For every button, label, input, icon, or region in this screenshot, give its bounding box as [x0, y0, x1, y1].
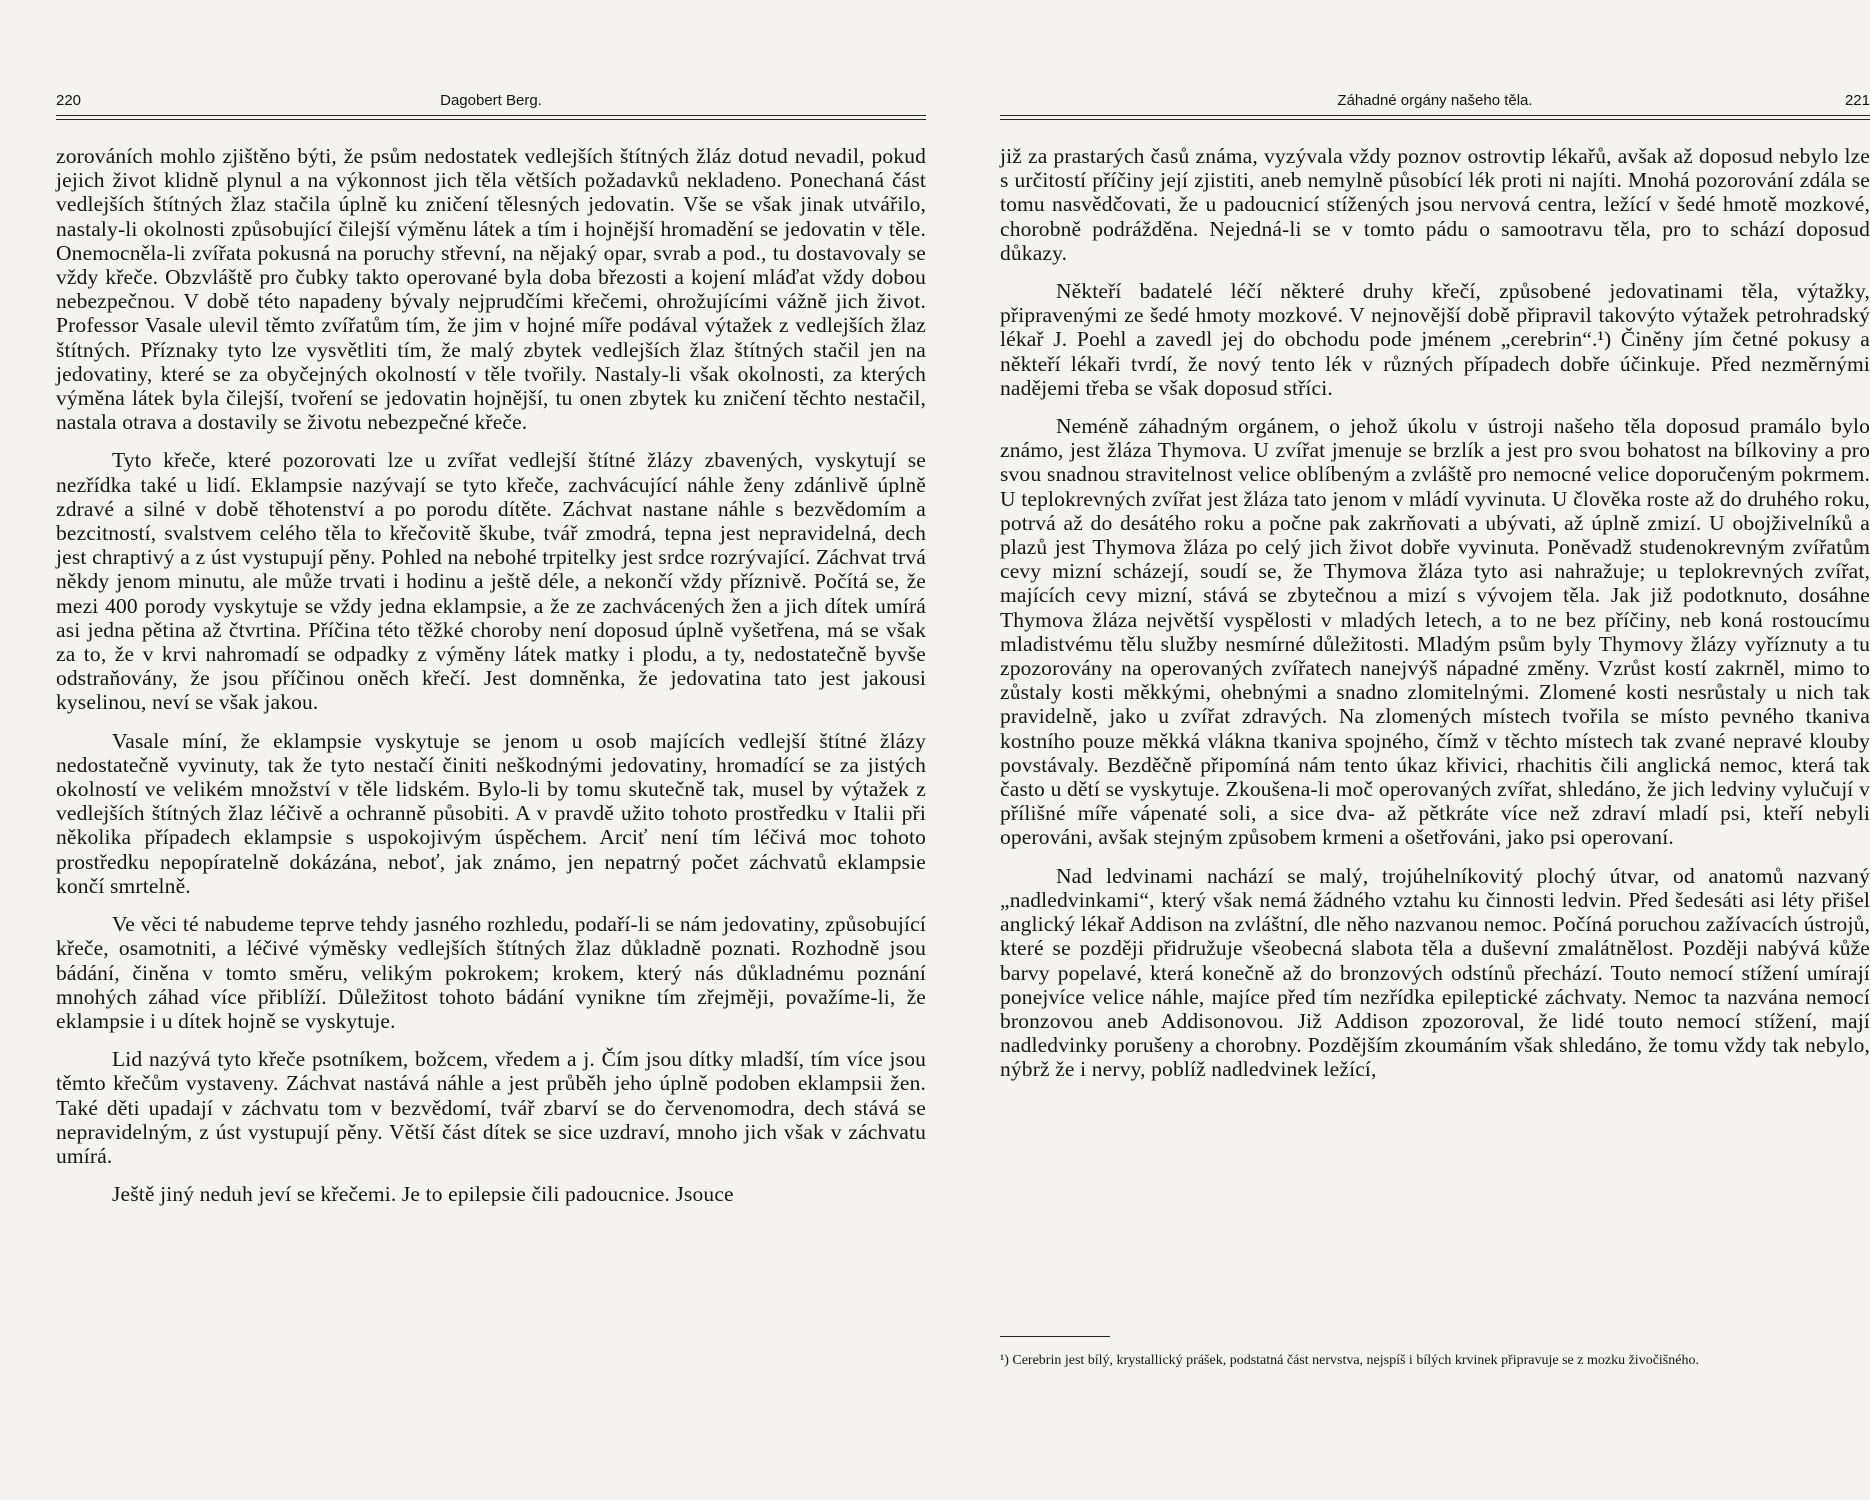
- page-number: 220: [56, 92, 82, 109]
- running-head: Dagobert Berg.: [440, 92, 542, 109]
- paragraph: Neméně záhadným orgánem, o jehož úkolu v ústroji našeho těla doposud pramálo bylo známo, jest žláza Thymova. U zvířat jmenuje se brzlík a jest pro svou bohatost na bílkoviny a pro svou snadnou stravitelnost velice oblíbeným a zvláště pro nemocné velice doporučeným pokrmem. U teplokrevných zvířat jest žláza tato jenom v mládí vyvinuta. U člověka roste až do druhého roku, potrvá až do desátého roku a počne pak zakrňovati a ubývati, až úplně zmizí. U obojživelníků a plazů jest Thymova žláza po celý jich život dobře vyvinuta. Poněvadž studenokrevným zvířatům cevy mizní scházejí, soudí se, že Thymova žláza tyto asi nahražuje; u teplokrevných zvířat, majících cevy mizní, stává se zbytečnou a mizí s vývojem těla. Jak již podotknuto, dosáhne Thymova žláza největší vyspělosti v mladých letech, a to ne bez příčiny, neb koná rostoucímu mladistvému tělu služby nesmírné důležitosti. Mladým psům byly Thymovy žlázy vyříznuty a tu zpozorovány na operovaných zvířatech nanejvýš nápadné změny. Vzrůst kostí zakrněl, mimo to zůstaly kosti měkkými, ohebnými a snadno zlomitelnými. Zlomené kosti nesrůstaly u nich tak pravidelně, jako u zvířat zdravých. Na zlomených místech tvořila se místo pevného tkaniva kostního pouze měkká vlákna tkaniva spojného, čímž v těchto místech tak zvané nepravé klouby povstávaly. Bezděčně připomíná nám tento úkaz křivici, rhachitis čili anglická nemoc, která tak často u dětí se vyskytuje. Zkoušena-li moč operovaných zvířat, shledáno, že jich ledviny vylučují v přílišné míře vápenaté soli, a sice dva- až pětkráte více než zdraví mladí psi, kteří nebyli operováni, avšak stejným způsobem krmeni a ošetřováni, jako psi operovaní.: [1000, 414, 1870, 850]
- header-rule: [1000, 115, 1870, 116]
- paragraph: Vasale míní, že eklampsie vyskytuje se jenom u osob majících vedlejší štítné žlázy nedostatečně vyvinuty, tak že tyto nestačí činiti neškodnými jedovatiny, hromadící se za jistých okolností ve velikém množství v těle lidském. Bylo-li by tomu skutečně tak, musel by výtažek z vedlejších štítných žlaz léčivě a ochranně působiti. A v pravdě užito tohoto prostředku v Italii při několika případech eklampsie s uspokojivým úspěchem. Arciť není tím léčivá moc tohoto prostředku nepopíratelně dokázána, neboť, jak známo, jen nepatrný počet záchvatů eklampsie končí smrtelně.: [56, 728, 926, 898]
- paragraph: již za prastarých časů známa, vyzývala vždy poznov ostrovtip lékařů, avšak až doposud nebylo lze s určitostí příčiny její zjistiti, aneb nemylně působící lék proti ni najíti. Mnohá pozorování zdála se tomu nasvědčovati, že u padoucnicí stížených jsou nervová centra, ležící v šedé hmotě mozkové, chorobně podrážděna. Nejedná-li se v tomto pádu o samootravu těla, pro to schází doposud důkazy.: [1000, 144, 1870, 265]
- left-page: [56, 0, 926, 1500]
- paragraph: Lid nazývá tyto křeče psotníkem, božcem, vředem a j. Čím jsou dítky mladší, tím více jsou těmto křečům vystaveny. Záchvat nastává náhle a jest průběh jeho úplně podoben eklampsii žen. Také děti upadají v záchvatu tom v bezvědomí, tvář zbarví se do červenomodra, dech stává se nepravidelným, z úst vystupují pěny. Větší část dítek se sice uzdraví, mnoho jich však v záchvatu umírá.: [56, 1047, 926, 1168]
- paragraph: Ještě jiný neduh jeví se křečemi. Je to epilepsie čili padoucnice. Jsouce: [112, 1182, 734, 1207]
- page-number: 221: [1844, 92, 1870, 109]
- paragraph: Někteří badatelé léčí některé druhy křečí, způsobené jedovatinami těla, výtažky, připravenými ze šedé hmoty mozkové. V nejnovější době připravil takovýto výtažek petrohradský lékař J. Poehl a zavedl jej do obchodu pode jménem „cerebrin“.¹) Činěny jím četné pokusy a někteří lékaři tvrdí, že nový tento lék v různých případech dobře účinkuje. Před nezměrnými nadějemi třeba se však doposud stříci.: [1000, 279, 1870, 400]
- paragraph: Tyto křeče, které pozorovati lze u zvířat vedlejší štítné žlázy zbavených, vyskytují se nezřídka také u lidí. Eklampsie nazývají se tyto křeče, zachvácující náhle ženy zdánlivě úplně zdravé a silné v době těhotenství a po porodu dítěte. Záchvat nastane náhle s bezvědomím a bezcitností, svalstvem celého těla to křečovitě škube, tvář zmodrá, tepna jest nepravidelná, dech jest chraptivý a z úst vystupují pěny. Pohled na nebohé trpitelky jest srdce rozrývající. Záchvat trvá někdy jenom minutu, ale může trvati i hodinu a ještě déle, a nekončí vždy příznivě. Počítá se, že mezi 400 porody vyskytuje se vždy jedna eklampsie, a že ze zachvácených žen a jich dítek umírá asi jedna pětina až čtvrtina. Příčina této těžké choroby není doposud úplně vyšetřena, má se však za to, že v krvi nahromadí se odpadky z výměny látek matky i plodu, a ty, nedostatečně byvše odstraňovány, že jsou příčinou oněch křečí. Jest domněnka, že jedovatina tato jest jakousi kyselinou, neví se však jakou.: [56, 448, 926, 715]
- right-page-text: [1000, 144, 1870, 1096]
- paragraph: Ve věci té nabudeme teprve tehdy jasného rozhledu, podaří-li se nám jedovatiny, způsobující křeče, osamotniti, a léčivé výměsky vedlejších štítných žlaz důkladně poznati. Rozhodně jsou bádání, činěna v tomto směru, velikým pokrokem; krokem, který nás důkladnému poznání mnohých záhad více přiblíží. Důležitost tohoto bádání vynikne tím zřejměji, považíme-li, že eklampsie i u dítek hojně se vyskytuje.: [56, 912, 926, 1033]
- left-page-header: [56, 92, 926, 114]
- paragraph: Nad ledvinami nachází se malý, trojúhelníkovitý plochý útvar, od anatomů nazvaný „nadledvinkami“, který však nemá žádného vztahu ku činnosti ledvin. Před šedesáti asi léty přišel anglický lékař Addison na zvláštní, dle něho nazvanou nemoc. Počíná poruchou zažívacích ústrojů, které se později přidružuje všeobecná slabota těla a duševní zmalátnělost. Později nabývá kůže barvy popelavé, která konečně až do bronzových odstínů přechází. Touto nemocí stížení umírají ponejvíce velice náhle, majíce před tím nezřídka epileptické záchvaty. Nemoc ta nazvána nemocí bronzovou aneb Addisonovou. Již Addison zpozoroval, že lidé touto nemocí stížení, mají nadledvinky porušeny a chorobny. Pozdějším zkoumáním však shledáno, že tomu vždy tak nebylo, nýbrž že i nervy, poblíž nadledvinek ležící,: [1000, 863, 1870, 1082]
- header-rule: [1000, 119, 1870, 120]
- header-rule: [56, 119, 926, 120]
- header-rule: [56, 115, 926, 116]
- right-page-header: [1000, 92, 1870, 114]
- footnote: ¹) Cerebrin jest bílý, krystallický prášek, podstatná část nervstva, nejspíš i bílých krvinek připravuje se z mozku živočišného.: [1000, 1353, 1699, 1368]
- running-head: Záhadné orgány našeho těla.: [1337, 92, 1533, 109]
- right-page: [1000, 0, 1870, 1500]
- left-page-text: [56, 144, 926, 1220]
- footnote-rule: [1000, 1336, 1110, 1337]
- paragraph: zorováních mohlo zjištěno býti, že psům nedostatek vedlejších štítných žláz dotud nevadil, pokud jejich život klidně plynul a na výkonnost jich těla větších požadavků nekladeno. Ponechaná část vedlejších štítných žlaz stačila úplně ku zničení tělesných jedovatin. Vše se však jinak utvářilo, nastaly-li okolnosti způsobující čilejší výměnu látek a tím i hojnější hromadění se jedovatin v těle. Onemocněla-li zvířata pokusná na poruchy střevní, na nějaký opar, svrab a pod., tu dostavovaly se vždy křeče. Obzvláště pro čubky takto operované byla doba březosti a kojení mláďat vždy dobou nebezpečnou. V době této napadeny bývaly nejprudčími křečemi, ohrožujícími vážně jich život. Professor Vasale ulevil těmto zvířatům tím, že jim v hojné míře podával výtažek z vedlejších žlaz štítných. Příznaky tyto lze vysvětliti tím, že malý zbytek vedlejších žlaz štítných stačil jen na jedovatiny, které se za obyčejných okolností v těle tvořily. Nastaly-li však okolnosti, za kterých výměna látek byla čilejší, tvoření se jedovatin hojnější, tu onen zbytek ku zničení těchto nestačil, nastala otrava a dostavily se životu nebezpečné křeče.: [56, 144, 926, 435]
